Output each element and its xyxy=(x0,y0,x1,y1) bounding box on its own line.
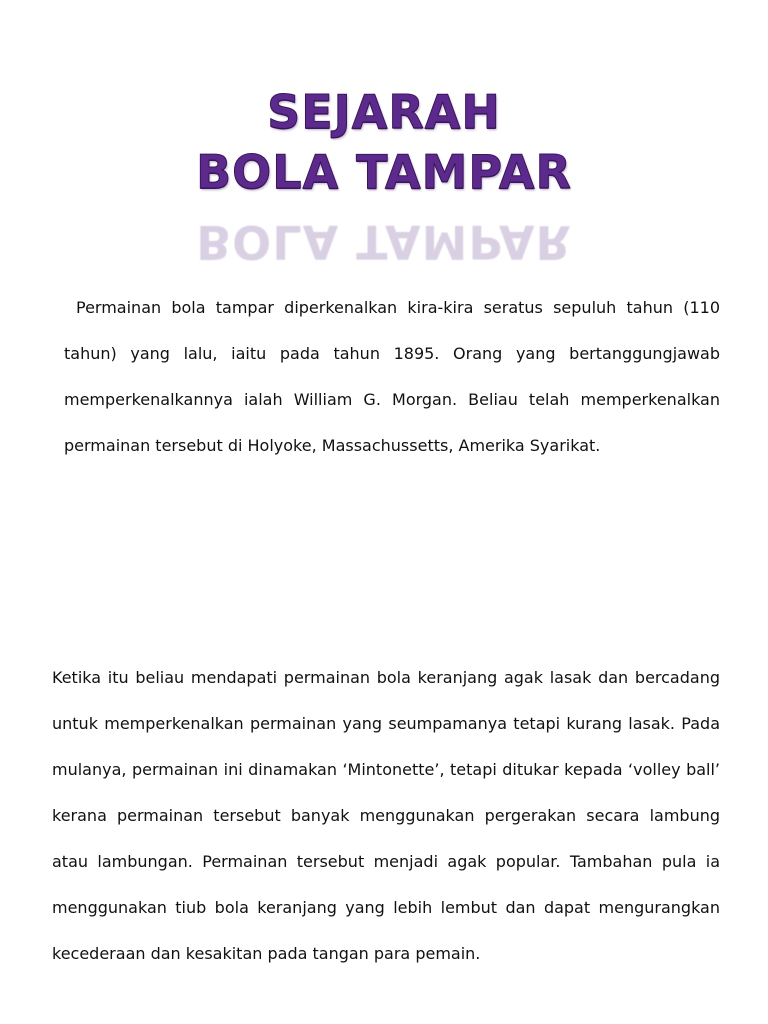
title-reflection xyxy=(0,212,768,269)
paragraph-2 xyxy=(52,655,720,977)
title-line-2: BOLA TAMPAR xyxy=(196,145,572,199)
title-line-1: SEJARAH xyxy=(267,85,501,139)
paragraph-1 xyxy=(64,285,720,469)
page-title xyxy=(0,82,768,202)
title-reflection-text: BOLA TAMPAR xyxy=(196,215,572,269)
paragraph-1-text: Permainan bola tampar diperkenalkan kira-kira seratus sepuluh tahun (110 tahun) yang lalu, iaitu pada tahun 1895. Orang yang bertanggungjawab memperkenalkannya ialah William G. Morgan. Beliau telah memperkenalkan permainan tersebut di Holyoke, Massachussetts, Amerika Syarikat. xyxy=(64,298,720,455)
paragraph-2-text: Ketika itu beliau mendapati permainan bola keranjang agak lasak dan bercadang untuk memperkenalkan permainan yang seumpamanya tetapi kurang lasak. Pada mulanya, permainan ini dinamakan ‘Mintonette’, tetapi ditukar kepada ‘volley ball’ kerana permainan tersebut banyak menggunakan pergerakan secara lambung atau lambungan. Permainan tersebut menjadi agak popular. Tambahan pula ia menggunakan tiub bola keranjang yang lebih lembut dan dapat mengurangkan kecederaan dan kesakitan pada tangan para pemain. xyxy=(52,668,720,963)
